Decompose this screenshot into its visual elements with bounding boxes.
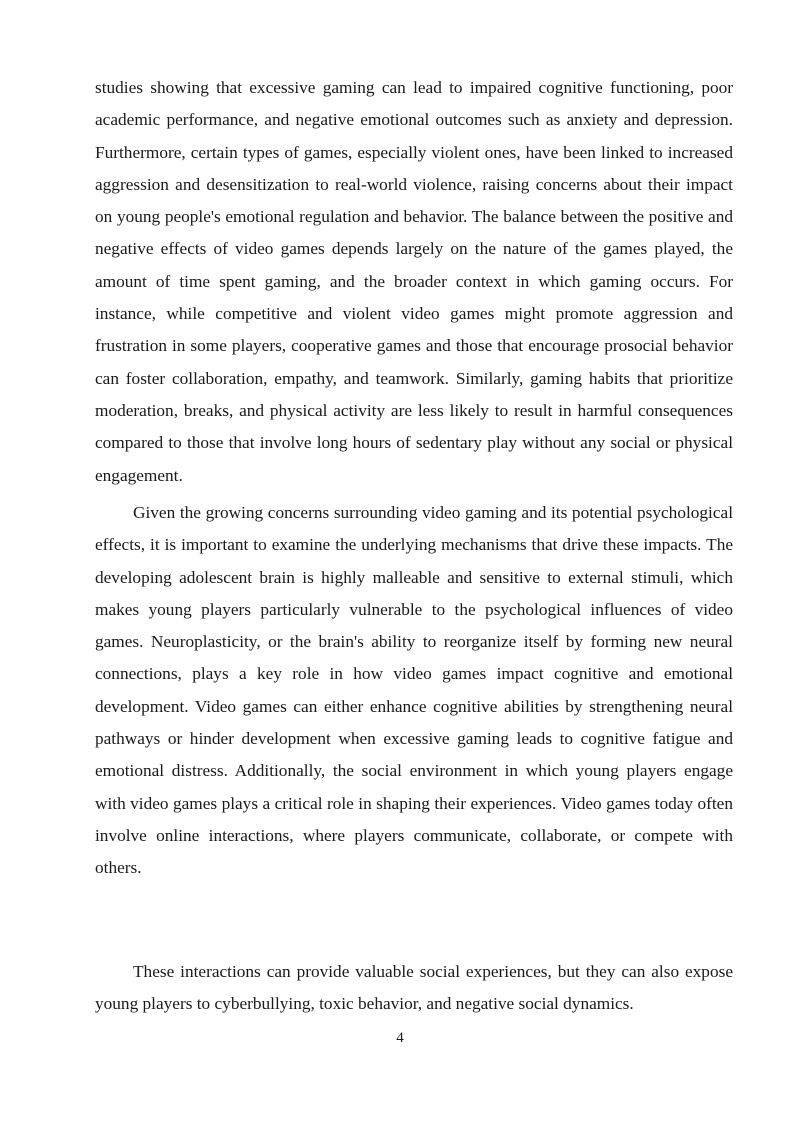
page-number: 4 (396, 1030, 404, 1046)
paragraph-mechanisms (95, 497, 733, 885)
paragraph-text: Given the growing concerns surrounding video gaming and its potential psychological effects, it is important to examine the underlying mechanisms that drive these impacts. The developing adolescent brain is highly malleable and sensitive to external stimuli, which makes young players particularly vulnerable to the psychological influences of video games. Neuroplasticity, or the brain's ability to reorganize itself by forming new neural connections, plays a key role in how video games impact cognitive and emotional development. Video games can either enhance cognitive abilities by strengthening neural pathways or hinder development when excessive gaming leads to cognitive fatigue and emotional distress. Additionally, the social environment in which young players engage with video games plays a critical role in shaping their experiences. Video games today often involve online interactions, where players communicate, collaborate, or compete with others. (95, 503, 733, 878)
paragraph-interactions (95, 956, 733, 1021)
paragraph-continuation (95, 72, 733, 492)
paragraph-text: These interactions can provide valuable social experiences, but they can also expose young players to cyberbullying, toxic behavior, and negative social dynamics. (95, 962, 733, 1014)
paragraph-text: studies showing that excessive gaming can lead to impaired cognitive functioning, poor academic performance, and negative emotional outcomes such as anxiety and depression. Furthermore, certain types of games, especially violent ones, have been linked to increased aggression and desensitization to real-world violence, raising concerns about their impact on young people's emotional regulation and behavior. The balance between the positive and negative effects of video games depends largely on the nature of the games played, the amount of time spent gaming, and the broader context in which gaming occurs. For instance, while competitive and violent video games might promote aggression and frustration in some players, cooperative games and those that encourage prosocial behavior can foster collaboration, empathy, and teamwork. Similarly, gaming habits that prioritize moderation, breaks, and physical activity are less likely to result in harmful consequences compared to those that involve long hours of sedentary play without any social or physical engagement. (95, 78, 733, 485)
